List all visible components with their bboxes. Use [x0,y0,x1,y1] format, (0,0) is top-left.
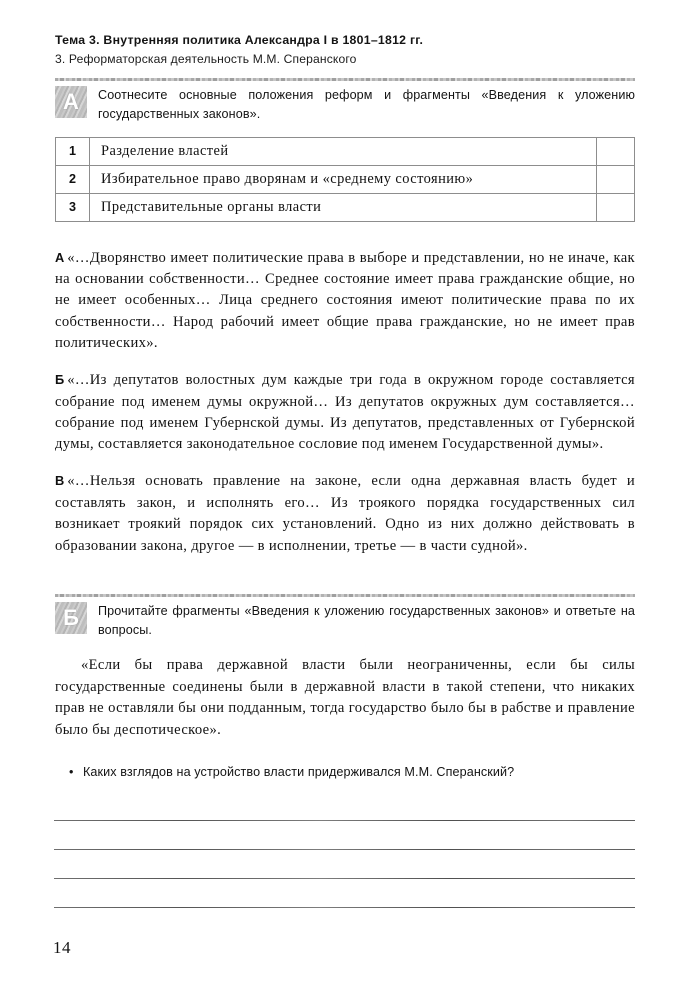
task-divider-rule [55,78,635,81]
row-statement: Представительные органы власти [90,194,597,222]
fragment-v-text: «…Нельзя основать правление на законе, если одна державная власть будет и составлять закон, и исполнять его… Из троякого порядка государственных сил возникает троякий порядок сих установлений. Одно из них должно действовать в образовании закона, другое — в исполнении, третье — в части судной». [55,473,635,554]
answer-write-area[interactable] [54,820,635,908]
fragment-a [55,247,635,355]
row-number: 3 [56,194,90,222]
answer-line[interactable] [54,849,635,850]
task-a-badge-label: А [63,89,79,114]
task-b-instruction: Прочитайте фрагменты «Введения к уложению государственных законов» и ответьте на вопросы. [98,604,635,637]
fragment-v [55,470,635,557]
fragment-a-label: А [55,249,65,265]
question-list [55,763,635,782]
bullet-icon: • [69,765,74,779]
list-item [55,763,635,782]
source-fragments [55,232,635,557]
quoted-passage: «Если бы права державной власти были неограниченны, если бы силы государственные соединены были в державной власти в такой степени, что никаких прав не оставляли бы они подданным, тогда государство было бы в рабстве и правление было бы деспотическое». [55,657,635,738]
matching-table [55,137,635,222]
row-number: 2 [56,166,90,194]
page-header [55,33,635,66]
table-row [56,138,635,166]
letter-a-badge-icon [55,86,87,118]
row-answer-cell[interactable] [597,194,635,222]
fragment-b [55,369,635,456]
fragment-b-text: «…Из депутатов волостных дум каждые три года в окружном городе составляется собрание под именем думы окружной… Из депутатов окружных дум составляется… собрание под именем Губернской думы. Из депутатов, представленных от Губернской думы, составляется законодательное сословие под именем Государственной думы». [55,372,635,453]
lesson-subtitle: 3. Реформаторская деятельность М.М. Сперанского [55,52,357,66]
row-statement: Разделение властей [90,138,597,166]
theme-title: Тема 3. Внутренняя политика Александра I в 1801–1812 гг. [55,33,424,47]
letter-be-badge-icon [55,602,87,634]
page-number: 14 [53,938,71,957]
fragment-b-label: Б [55,372,65,388]
task-a-body [55,85,635,124]
task-b-badge-label: Б [63,605,79,630]
row-answer-cell[interactable] [597,166,635,194]
task-a-instruction: Соотнесите основные положения реформ и фрагменты «Введения к уложению государственных законов». [98,88,635,121]
row-statement: Избирательное право дворянам и «среднему состоянию» [90,166,597,194]
row-answer-cell[interactable] [597,138,635,166]
question-text: Каких взглядов на устройство власти придерживался М.М. Сперанский? [83,765,515,779]
task-block-b [55,594,635,640]
answer-line[interactable] [54,820,635,821]
matching-table-body [56,138,635,222]
task-divider-rule [55,594,635,597]
row-number: 1 [56,138,90,166]
table-row [56,194,635,222]
table-row [56,166,635,194]
task-b-body [55,601,635,640]
task-block-a [55,78,635,124]
answer-line[interactable] [54,878,635,879]
fragment-a-text: «…Дворянство имеет политические права в выборе и представлении, но не иначе, как на основании собственности… Среднее состояние имеет права гражданские общие, но не имеет особенных… Лица среднего состояния имеют политические права по их собственности… Народ рабочий имеет общие права гражданские, но не имеет прав политических». [55,249,635,352]
fragment-v-label: В [55,473,65,489]
answer-line[interactable] [54,907,635,908]
